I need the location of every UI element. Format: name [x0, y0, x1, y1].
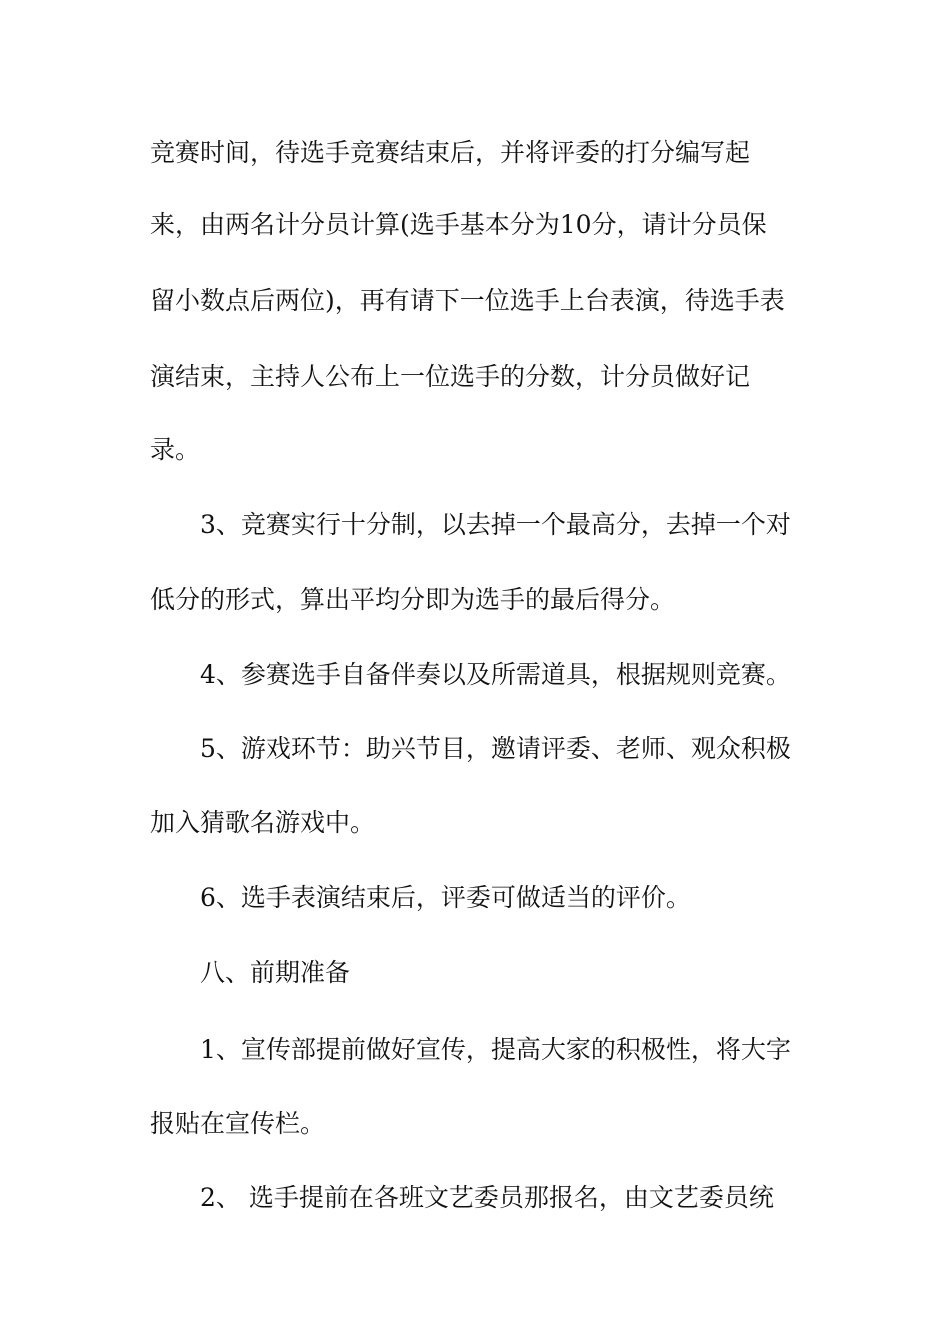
text-line: 录。: [150, 435, 201, 464]
text-line: 竞赛时间，待选手竞赛结束后，并将评委的打分编写起: [150, 138, 751, 167]
text-line: 加入猜歌名游戏中。: [150, 808, 376, 837]
text-line: 留小数点后两位)，再有请下一位选手上台表演，待选手表: [150, 286, 785, 315]
text-line: 5、游戏环节：助兴节目，邀请评委、老师、观众积极: [200, 734, 791, 763]
text-line: 来，由两名计分员计算(选手基本分为10分，请计分员保: [150, 210, 767, 239]
text-line: 报贴在宣传栏。: [150, 1109, 326, 1138]
text-line: 3、竞赛实行十分制，以去掉一个最高分，去掉一个对: [200, 510, 791, 539]
text-line: 6、选手表演结束后，评委可做适当的评价。: [200, 883, 691, 912]
text-line: 4、参赛选手自备伴奏以及所需道具，根据规则竞赛。: [200, 660, 791, 689]
text-line: 演结束，主持人公布上一位选手的分数，计分员做好记: [150, 362, 751, 391]
text-line: 2、 选手提前在各班文艺委员那报名，由文艺委员统: [200, 1183, 774, 1212]
section-heading: 八、前期准备: [200, 958, 351, 987]
text-line: 低分的形式，算出平均分即为选手的最后得分。: [150, 585, 676, 614]
text-line: 1、宣传部提前做好宣传，提高大家的积极性，将大字: [200, 1035, 791, 1064]
